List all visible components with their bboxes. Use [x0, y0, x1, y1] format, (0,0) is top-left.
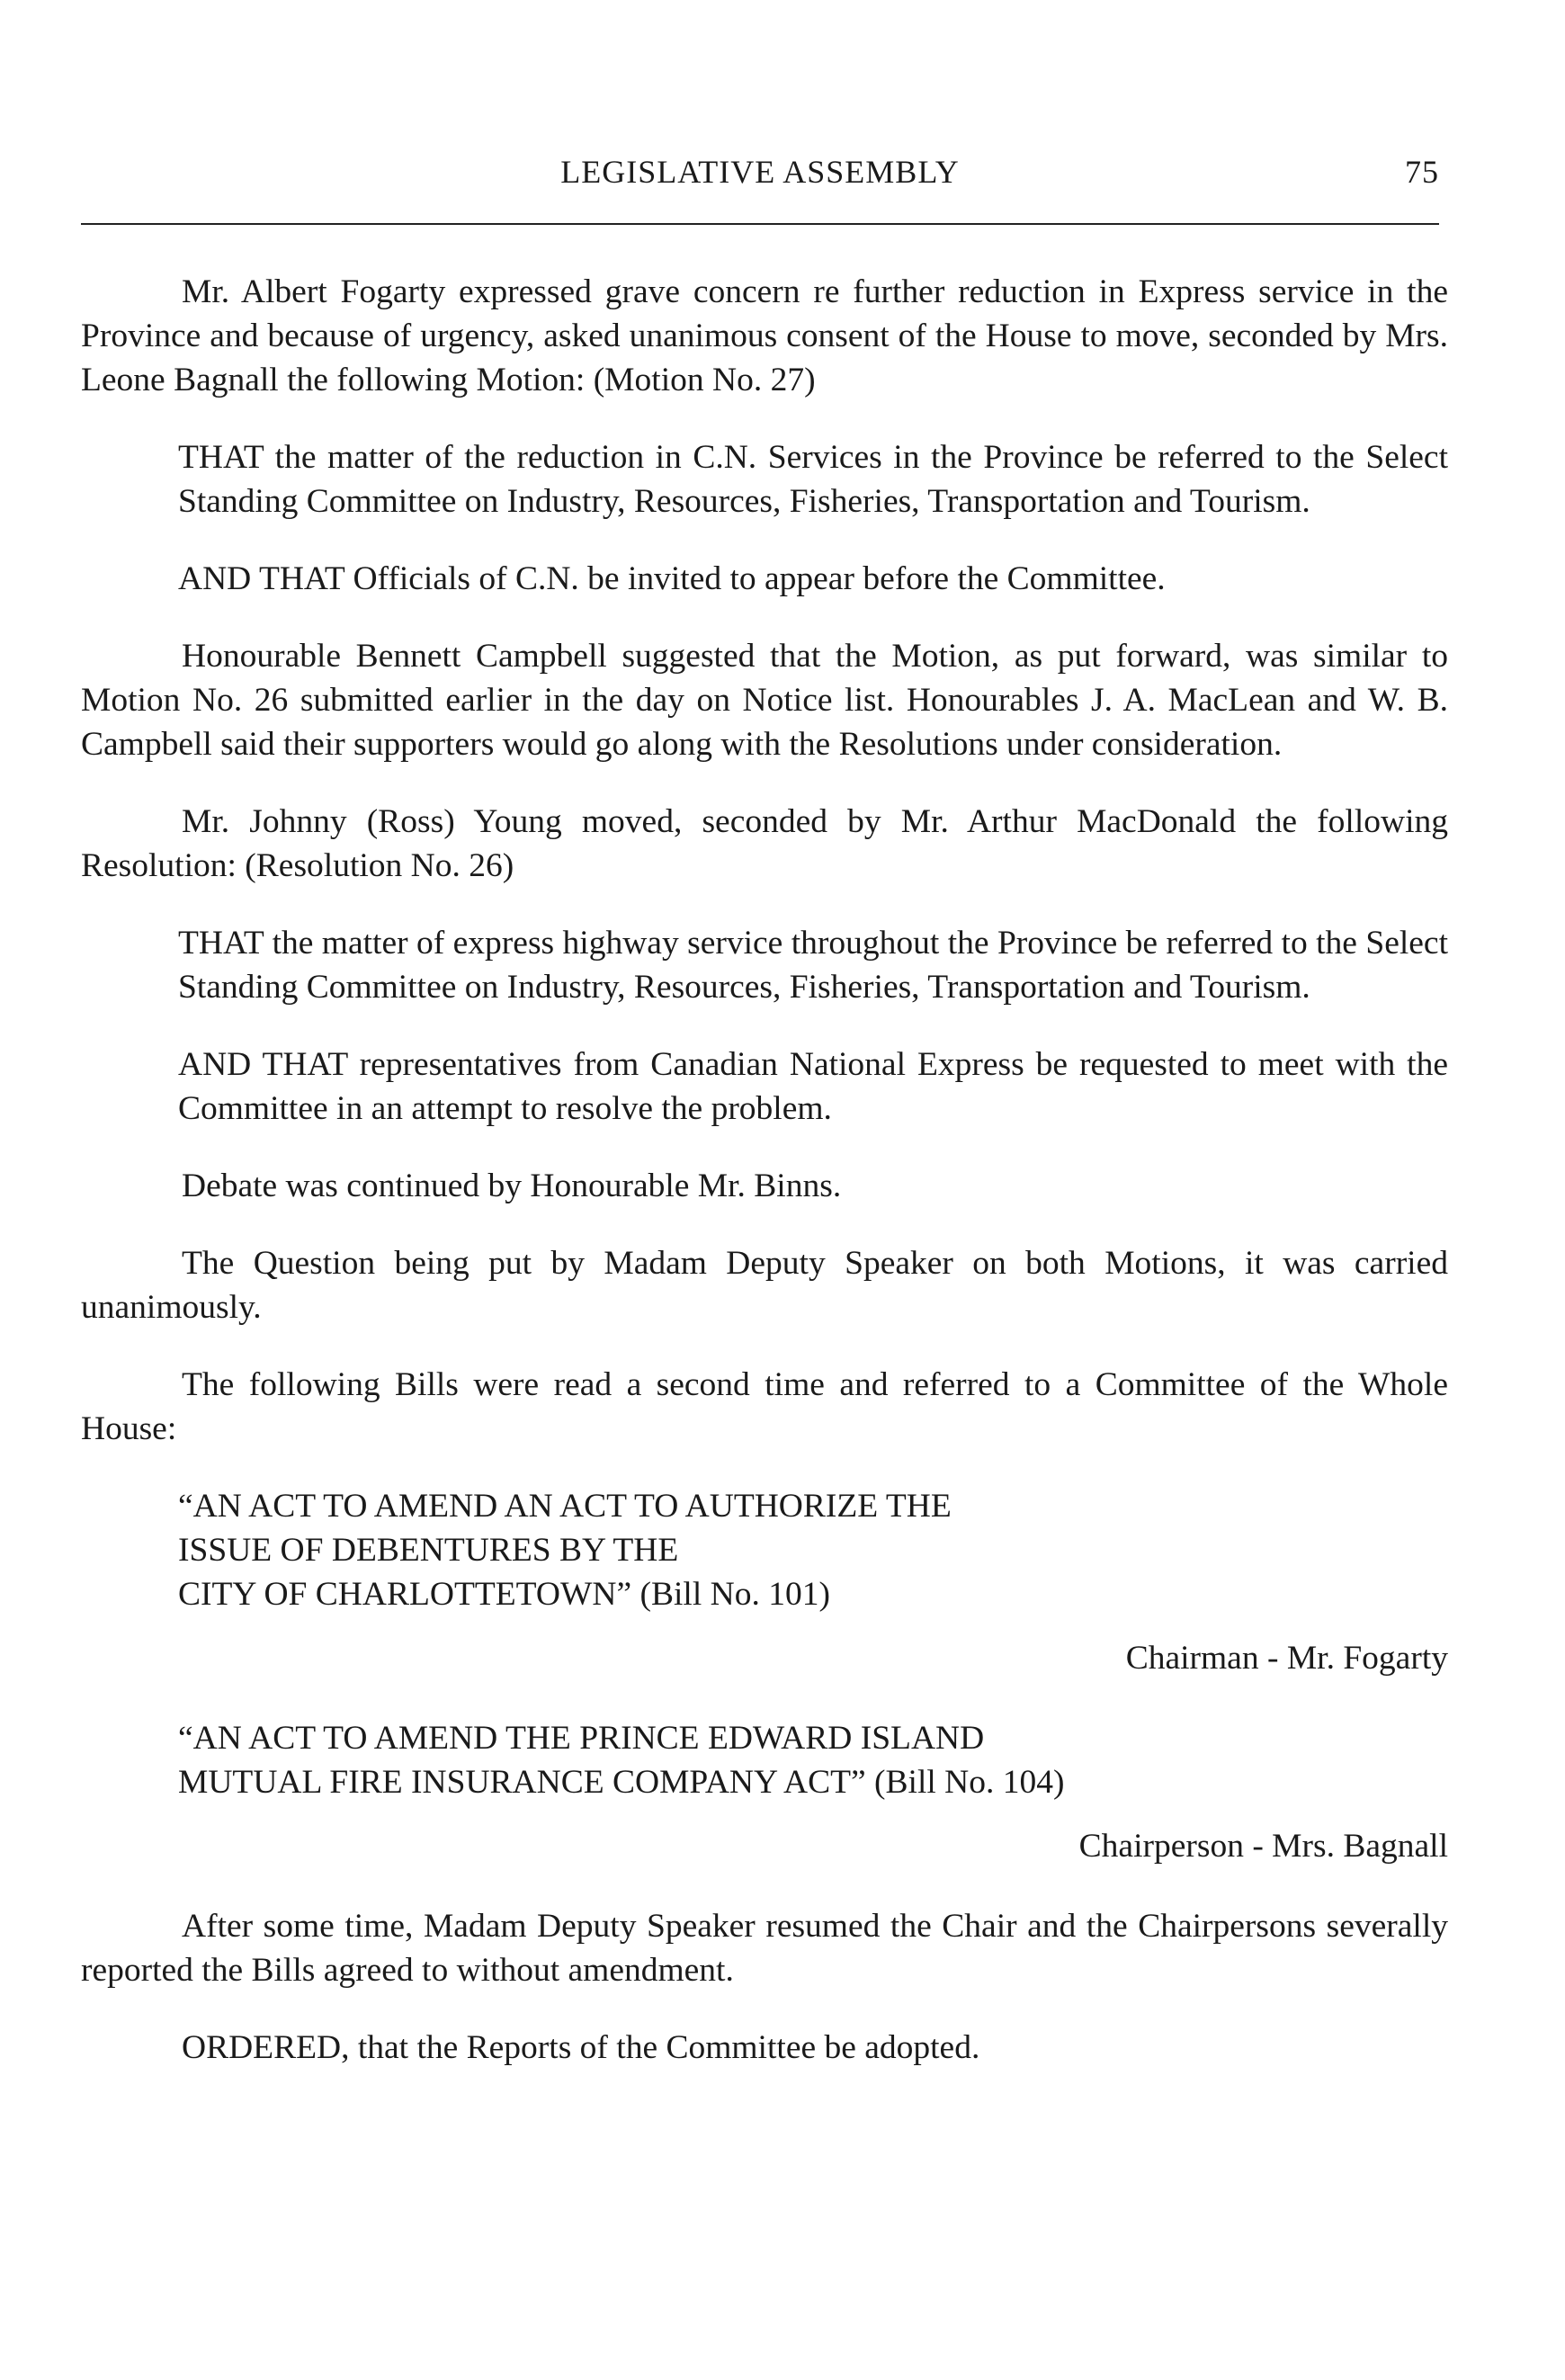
bill-title: “AN ACT TO AMEND AN ACT TO AUTHORIZE THE ISSUE OF DEBENTURES BY THE CITY OF CHARLOTTETOWN” (Bill No. 101) — [178, 1488, 952, 1613]
paragraph: Debate was continued by Honourable Mr. Binns. — [182, 1168, 842, 1204]
document-body — [81, 270, 1448, 2103]
resolution-clause: THAT the matter of express highway service throughout the Province be referred to the Select Standing Committee on Industry, Resources, Fisheries, Transportation and Tourism. — [178, 925, 1448, 1006]
paragraph: After some time, Madam Deputy Speaker resumed the Chair and the Chairpersons severally reported the Bills agreed to without amendment. — [81, 1908, 1448, 1989]
resolution-clause: AND THAT representatives from Canadian National Express be requested to meet with the Committee in an attempt to resolve the problem. — [178, 1046, 1448, 1127]
motion-clause: THAT the matter of the reduction in C.N. Services in the Province be referred to the Select Standing Committee on Industry, Resources, Fisheries, Transportation and Tourism. — [178, 439, 1448, 520]
bill-chair: Chairperson - Mrs. Bagnall — [1078, 1828, 1448, 1865]
header-rule — [81, 223, 1439, 225]
paragraph: The following Bills were read a second time and referred to a Committee of the Whole House: — [81, 1366, 1448, 1447]
page-header — [81, 153, 1439, 198]
bill-chair: Chairman - Mr. Fogarty — [1125, 1640, 1448, 1677]
header-title: LEGISLATIVE ASSEMBLY — [560, 154, 960, 190]
paragraph: Mr. Johnny (Ross) Young moved, seconded by Mr. Arthur MacDonald the following Resolution: (Resolution No. 26) — [81, 803, 1448, 884]
motion-clause: AND THAT Officials of C.N. be invited to appear before the Committee. — [178, 560, 1166, 597]
paragraph: Honourable Bennett Campbell suggested that the Motion, as put forward, was similar to Motion No. 26 submitted earlier in the day on Notice list. Honourables J. A. MacLean and W. B. Campbell said their supporters would go along with the Resolutions under consideration. — [81, 638, 1448, 763]
bill-title: “AN ACT TO AMEND THE PRINCE EDWARD ISLAND MUTUAL FIRE INSURANCE COMPANY ACT” (Bill No. 104) — [178, 1720, 1065, 1801]
paragraph: ORDERED, that the Reports of the Committee be adopted. — [182, 2029, 980, 2066]
paragraph: The Question being put by Madam Deputy Speaker on both Motions, it was carried unanimously. — [81, 1245, 1448, 1326]
page-number: 75 — [1405, 154, 1439, 190]
paragraph: Mr. Albert Fogarty expressed grave concern re further reduction in Express service in the Province and because of urgency, asked unanimous consent of the House to move, seconded by Mrs. Leone Bagnall the following Motion: (Motion No. 27) — [81, 273, 1448, 398]
